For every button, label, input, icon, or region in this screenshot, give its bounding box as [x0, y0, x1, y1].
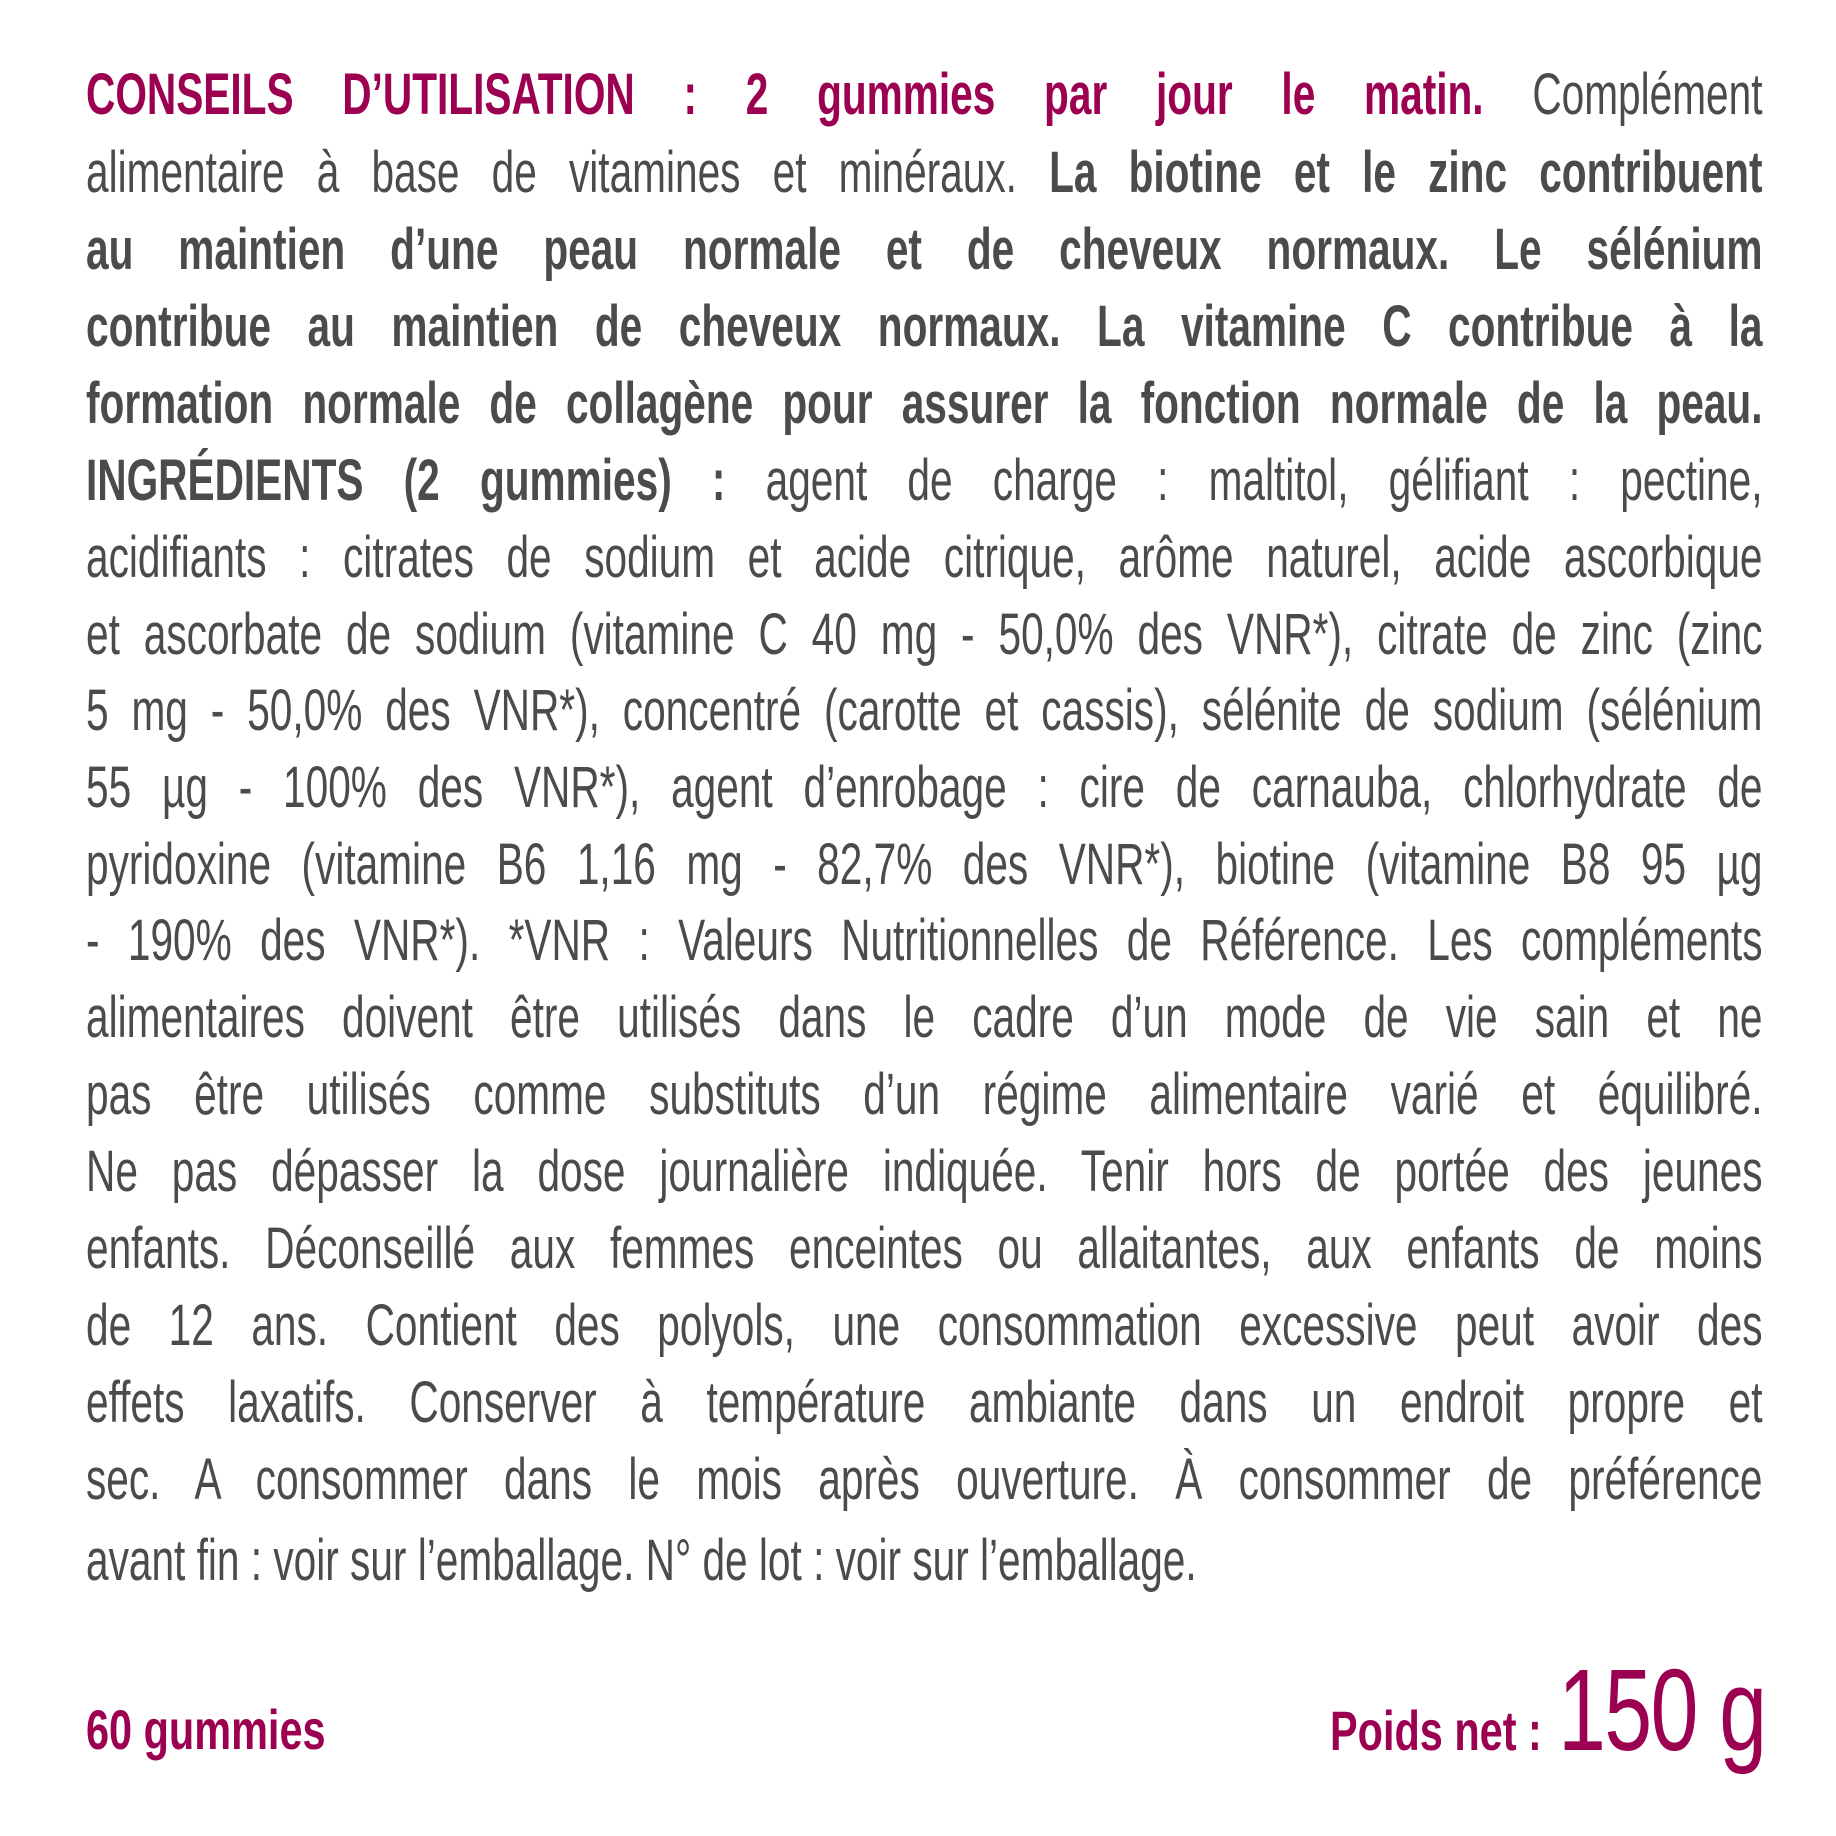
text-line: [86, 1441, 1762, 1519]
text-line-content: [86, 749, 1763, 827]
text-line: [86, 902, 1762, 980]
gummy-count: 60 gummies: [86, 1698, 326, 1761]
text-line-content: [86, 56, 1763, 134]
body-text: et ascorbate de sodium (vitamine C 40 mg - 50,0% des VNR*), citrate de zinc (zinc: [86, 602, 1763, 667]
text-line-content: [86, 902, 1763, 980]
body-text: avant fin : voir sur l’emballage. N° de lot : voir sur l’emballage.: [86, 1528, 1197, 1593]
body-text: pas être utilisés comme substituts d’un régime alimentaire varié et équilibré.: [86, 1062, 1763, 1127]
usage-heading: CONSEILS D’UTILISATION : 2 gummies par jour le matin.: [86, 62, 1484, 127]
text-line-content: [86, 519, 1763, 597]
net-weight-value: 150 g: [1558, 1645, 1766, 1775]
net-weight-label: Poids net :: [1330, 1699, 1543, 1762]
bold-text: La biotine et le zinc contribuent: [1049, 140, 1763, 205]
text-line: [86, 672, 1762, 750]
text-line-content: [86, 826, 1763, 904]
text-line-content: [86, 596, 1763, 674]
bold-text: INGRÉDIENTS (2 gummies) :: [86, 448, 726, 513]
text-line: [86, 1364, 1762, 1442]
text-line: [86, 211, 1762, 289]
bold-text: au maintien d’une peau normale et de cheveux normaux. Le sélénium: [86, 217, 1763, 282]
body-text: 5 mg - 50,0% des VNR*), concentré (carotte et cassis), sélénite de sodium (sélénium: [86, 678, 1763, 743]
text-line: [86, 56, 1762, 134]
body-text: de 12 ans. Contient des polyols, une consommation excessive peut avoir des: [86, 1293, 1763, 1358]
text-line: [86, 749, 1762, 827]
text-line: [86, 1287, 1762, 1365]
text-line-content: [86, 979, 1763, 1057]
text-line: [86, 442, 1762, 520]
text-line-content: [86, 1133, 1763, 1211]
text-line-content: [86, 134, 1763, 212]
text-line-content: [86, 442, 1763, 520]
text-line-content: [86, 365, 1763, 443]
body-text: enfants. Déconseillé aux femmes enceintes ou allaitantes, aux enfants de moins: [86, 1216, 1763, 1281]
body-text: effets laxatifs. Conserver à température ambiante dans un endroit propre et: [86, 1370, 1763, 1435]
text-line: [86, 1522, 1762, 1600]
text-line-content: [86, 1056, 1763, 1134]
text-line: [86, 596, 1762, 674]
text-line: [86, 1210, 1762, 1288]
body-text: - 190% des VNR*). *VNR : Valeurs Nutritionnelles de Référence. Les compléments: [86, 908, 1763, 973]
text-line-content: [86, 211, 1763, 289]
body-text: 55 µg - 100% des VNR*), agent d’enrobage : cire de carnauba, chlorhydrate de: [86, 755, 1763, 820]
text-line-content: [86, 1287, 1763, 1365]
body-text: sec. A consommer dans le mois après ouverture. À consommer de préférence: [86, 1447, 1763, 1512]
body-text: Ne pas dépasser la dose journalière indiquée. Tenir hors de portée des jeunes: [86, 1139, 1763, 1204]
net-weight: [1330, 1645, 1766, 1775]
text-line-content: [86, 1522, 1763, 1600]
text-line-content: [86, 1210, 1763, 1288]
text-line-content: [86, 672, 1763, 750]
text-line: [86, 979, 1762, 1057]
body-text: alimentaires doivent être utilisés dans le cadre d’un mode de vie sain et ne: [86, 985, 1763, 1050]
body-text: acidifiants : citrates de sodium et acide citrique, arôme naturel, acide ascorbique: [86, 525, 1763, 590]
text-line: [86, 134, 1762, 212]
text-line: [86, 826, 1762, 904]
body-text: pyridoxine (vitamine B6 1,16 mg - 82,7% des VNR*), biotine (vitamine B8 95 µg: [86, 832, 1763, 897]
body-text: Complément: [1483, 62, 1763, 127]
text-line-content: [86, 288, 1763, 366]
text-line-content: [86, 1441, 1763, 1519]
text-line: [86, 365, 1762, 443]
bold-text: contribue au maintien de cheveux normaux. La vitamine C contribue à la: [86, 294, 1763, 359]
text-line: [86, 1133, 1762, 1211]
text-line-content: [86, 1364, 1763, 1442]
text-line: [86, 288, 1762, 366]
bold-text: formation normale de collagène pour assurer la fonction normale de la peau.: [86, 371, 1763, 436]
text-line: [86, 1056, 1762, 1134]
body-text: alimentaire à base de vitamines et minéraux.: [86, 140, 1050, 205]
text-line: [86, 519, 1762, 597]
body-text: agent de charge : maltitol, gélifiant : pectine,: [725, 448, 1763, 513]
